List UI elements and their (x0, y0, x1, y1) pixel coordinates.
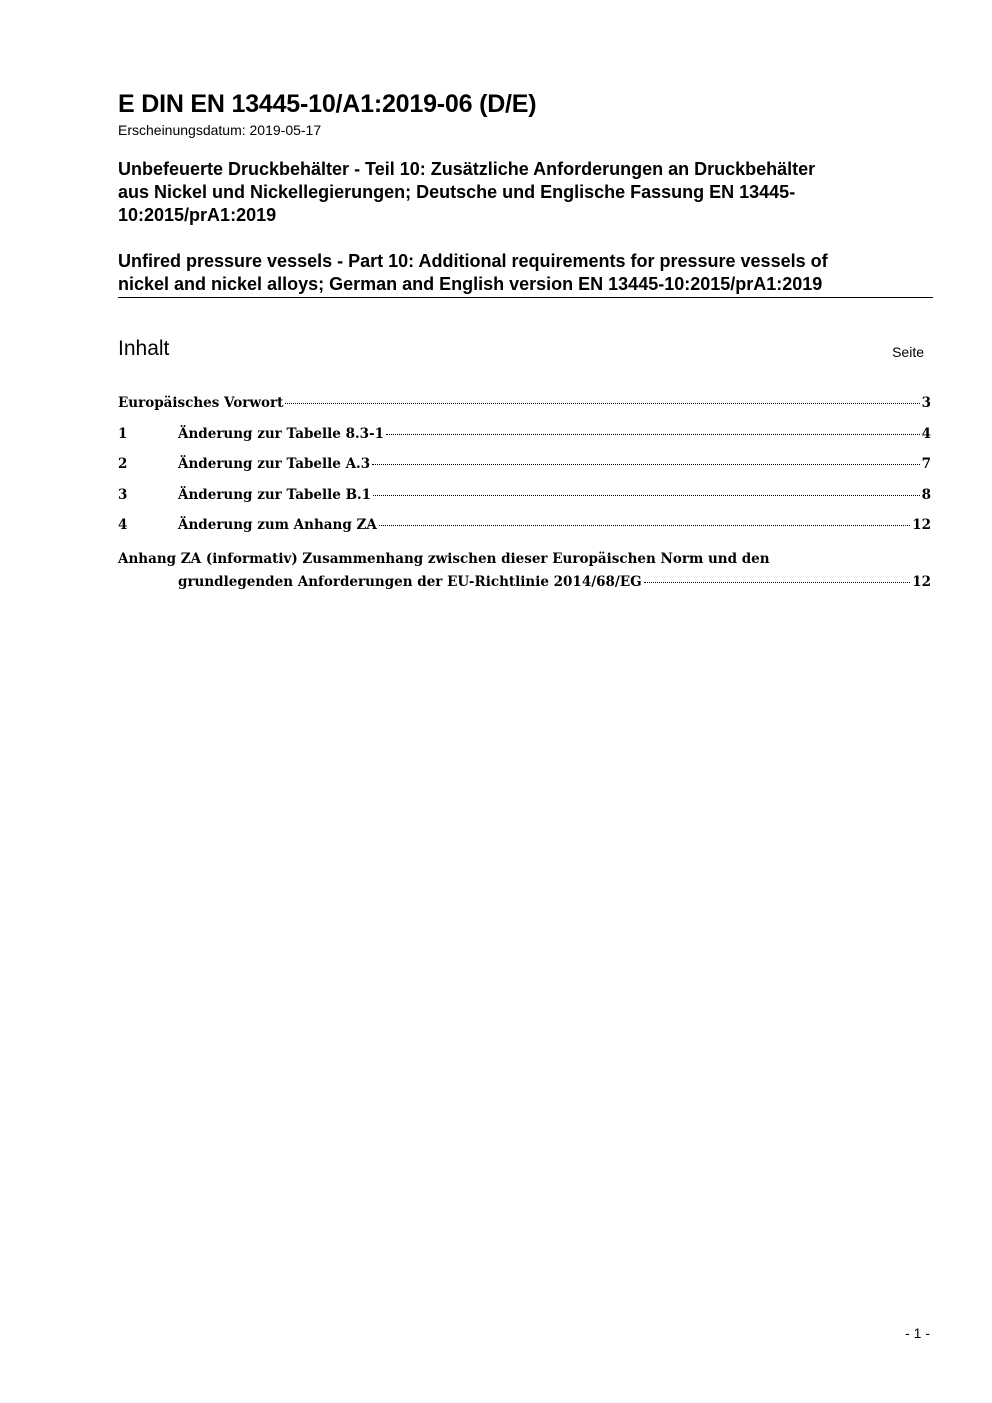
toc-entry-3[interactable] (118, 487, 931, 518)
toc-leader-dots (379, 525, 910, 526)
title-german-line: 10:2015/prA1:2019 (118, 205, 277, 225)
toc-entry-number: 1 (118, 425, 128, 442)
toc-entry-page: 3 (921, 395, 931, 411)
toc-entry-page: 8 (921, 486, 931, 503)
toc-page-column-label: Seite (892, 344, 924, 360)
toc-leader-dots (644, 582, 911, 583)
toc-entry-page: 12 (912, 517, 931, 533)
toc-annex-title: Anhang ZA (informativ) Zusammenhang zwischen dieser Europäischen Norm und den (118, 550, 770, 567)
toc-leader-dots (373, 495, 920, 496)
toc-entry-foreword[interactable] (118, 395, 931, 426)
toc-heading: Inhalt (118, 337, 170, 360)
toc-entry-4[interactable] (118, 517, 931, 548)
toc-entry-page: 4 (921, 425, 931, 442)
toc-entry-number: 4 (118, 517, 128, 533)
toc-entry-annex-za[interactable] (118, 548, 931, 594)
toc-leader-dots (386, 434, 920, 435)
toc-entry-text: Änderung zur Tabelle 8.3-1 (178, 425, 385, 442)
toc-entry-page: 7 (921, 456, 931, 472)
title-german-line: aus Nickel und Nickellegierungen; Deutsche und Englische Fassung EN 13445- (118, 182, 796, 202)
title-english-line: Unfired pressure vessels - Part 10: Additional requirements for pressure vessels of (118, 251, 828, 271)
toc-entry-2[interactable] (118, 456, 931, 487)
toc-annex-subtitle: grundlegenden Anforderungen der EU-Richtlinie 2014/68/EG (178, 573, 642, 590)
toc-entry-text: Änderung zum Anhang ZA (178, 517, 377, 533)
toc-annex-continuation (118, 571, 931, 594)
title-german-line: Unbefeuerte Druckbehälter - Teil 10: Zusätzliche Anforderungen an Druckbehälter (118, 159, 816, 179)
toc-entry-1[interactable] (118, 426, 931, 457)
toc-entry-text: Europäisches Vorwort (118, 395, 284, 411)
document-id-title: E DIN EN 13445-10/A1:2019-06 (D/E) (118, 90, 537, 118)
toc-entry-text: Änderung zur Tabelle A.3 (178, 456, 371, 472)
title-german (118, 158, 938, 227)
toc-leader-dots (285, 403, 919, 404)
publication-date: Erscheinungsdatum: 2019-05-17 (118, 122, 322, 138)
page-number: - 1 - (905, 1325, 930, 1341)
title-english-line: nickel and nickel alloys; German and English version EN 13445-10:2015/prA1:2019 (118, 274, 823, 294)
toc-leader-dots (372, 464, 919, 465)
toc-entry-text: Änderung zur Tabelle B.1 (178, 486, 372, 503)
title-english (118, 250, 933, 298)
toc-entry-number: 3 (118, 486, 128, 503)
toc-entry-number: 2 (118, 456, 128, 472)
table-of-contents (118, 395, 931, 594)
toc-entry-page: 12 (912, 573, 931, 590)
